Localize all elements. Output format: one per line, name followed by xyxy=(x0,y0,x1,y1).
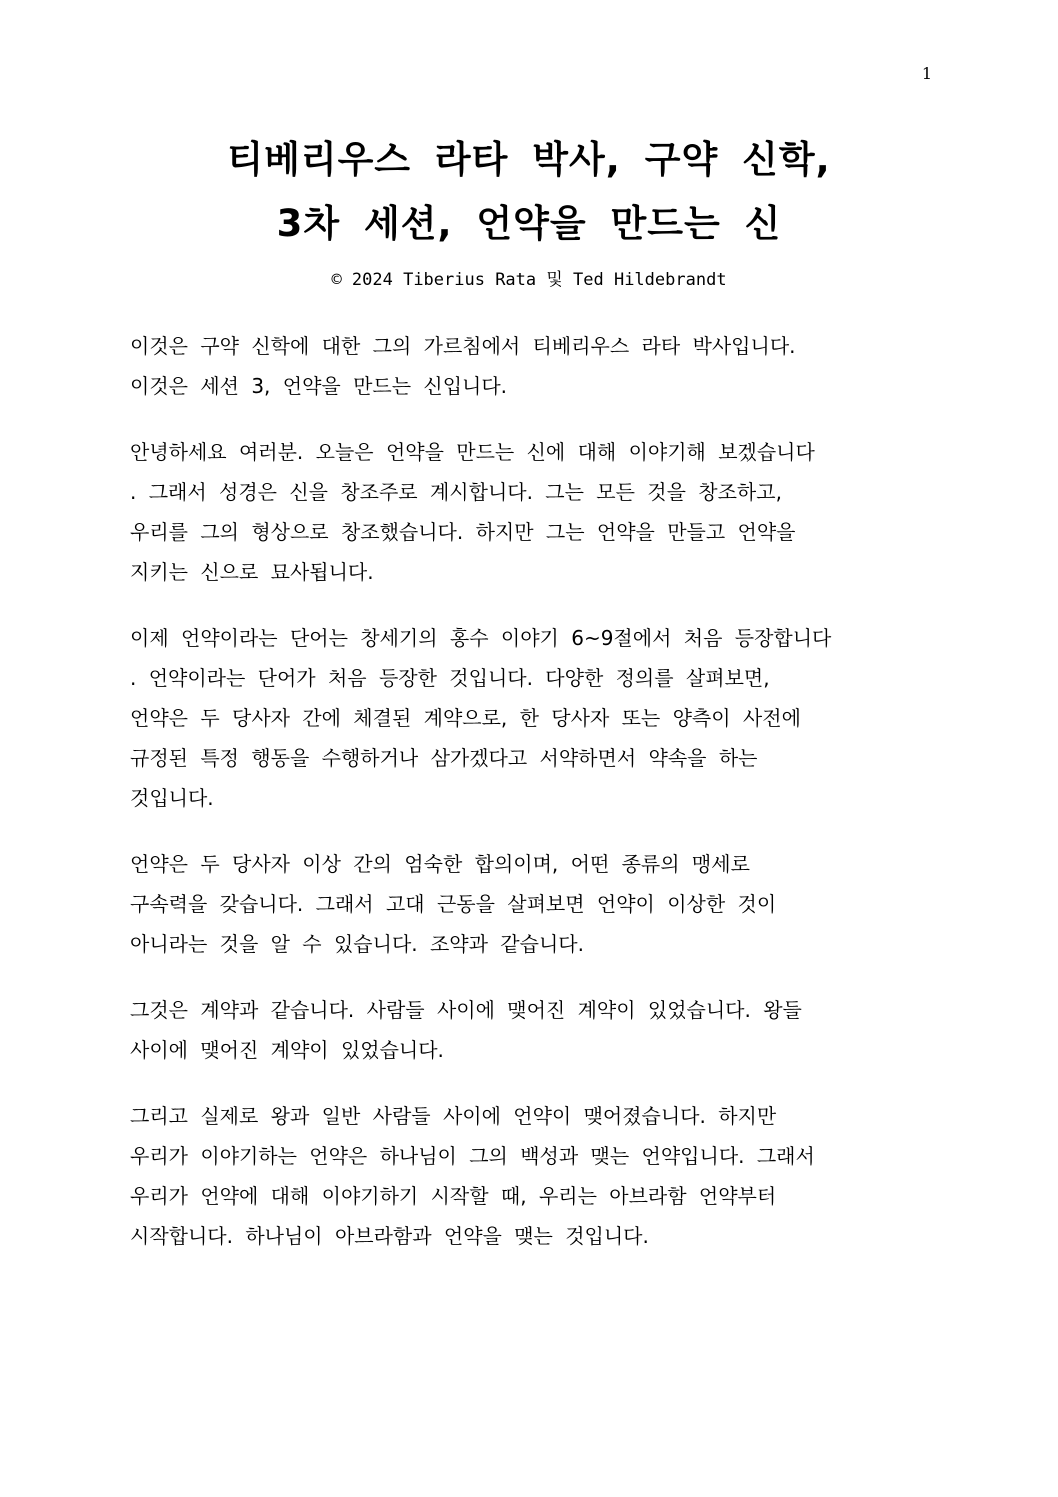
text-line: 우리가 언약에 대해 이야기하기 시작할 때, 우리는 아브라함 언약부터 xyxy=(130,1184,777,1208)
text-line: 구속력을 갖습니다. 그래서 고대 근동을 살펴보면 언약이 이상한 것이 xyxy=(130,892,777,916)
page-title xyxy=(0,128,1058,256)
text-line: 우리를 그의 형상으로 창조했습니다. 하지만 그는 언약을 만들고 언약을 xyxy=(130,520,796,544)
text-line: 시작합니다. 하나님이 아브라함과 언약을 맺는 것입니다. xyxy=(130,1224,649,1248)
paragraph-6 xyxy=(130,1096,940,1256)
text-line: 이것은 세션 3, 언약을 만드는 신입니다. xyxy=(130,374,508,398)
text-line: 규정된 특정 행동을 수행하거나 삼가겠다고 서약하면서 약속을 하는 xyxy=(130,746,758,770)
text-line: 사이에 맺어진 계약이 있었습니다. xyxy=(130,1038,444,1062)
page-number: 1 xyxy=(921,64,932,83)
text-line: . 그래서 성경은 신을 창조주로 계시합니다. 그는 모든 것을 창조하고, xyxy=(130,480,782,504)
paragraph-3 xyxy=(130,618,940,818)
title-line-2: 3차 세션, 언약을 만드는 신 xyxy=(276,202,782,245)
text-line: 아니라는 것을 알 수 있습니다. 조약과 같습니다. xyxy=(130,932,584,956)
paragraph-1 xyxy=(130,326,940,406)
paragraph-5 xyxy=(130,990,940,1070)
paragraph-4 xyxy=(130,844,940,964)
text-line: 그리고 실제로 왕과 일반 사람들 사이에 언약이 맺어졌습니다. 하지만 xyxy=(130,1104,777,1128)
paragraph-2 xyxy=(130,432,940,592)
text-line: 안녕하세요 여러분. 오늘은 언약을 만드는 신에 대해 이야기해 보겠습니다 xyxy=(130,440,815,464)
document-body xyxy=(130,326,940,1282)
text-line: 그것은 계약과 같습니다. 사람들 사이에 맺어진 계약이 있었습니다. 왕들 xyxy=(130,998,802,1022)
copyright-notice: © 2024 Tiberius Rata 및 Ted Hildebrandt xyxy=(331,270,727,290)
text-line: 우리가 이야기하는 언약은 하나님이 그의 백성과 맺는 언약입니다. 그래서 xyxy=(130,1144,815,1168)
text-line: 지키는 신으로 묘사됩니다. xyxy=(130,560,374,584)
text-line: . 언약이라는 단어가 처음 등장한 것입니다. 다양한 정의를 살펴보면, xyxy=(130,666,770,690)
title-line-1: 티베리우스 라타 박사, 구약 신학, xyxy=(227,138,831,181)
text-line: 언약은 두 당사자 간에 체결된 계약으로, 한 당사자 또는 양측이 사전에 xyxy=(130,706,801,730)
text-line: 이것은 구약 신학에 대한 그의 가르침에서 티베리우스 라타 박사입니다. xyxy=(130,334,796,358)
text-line: 언약은 두 당사자 이상 간의 엄숙한 합의이며, 어떤 종류의 맹세로 xyxy=(130,852,750,876)
text-line: 이제 언약이라는 단어는 창세기의 홍수 이야기 6~9절에서 처음 등장합니다 xyxy=(130,626,832,650)
text-line: 것입니다. xyxy=(130,786,214,810)
